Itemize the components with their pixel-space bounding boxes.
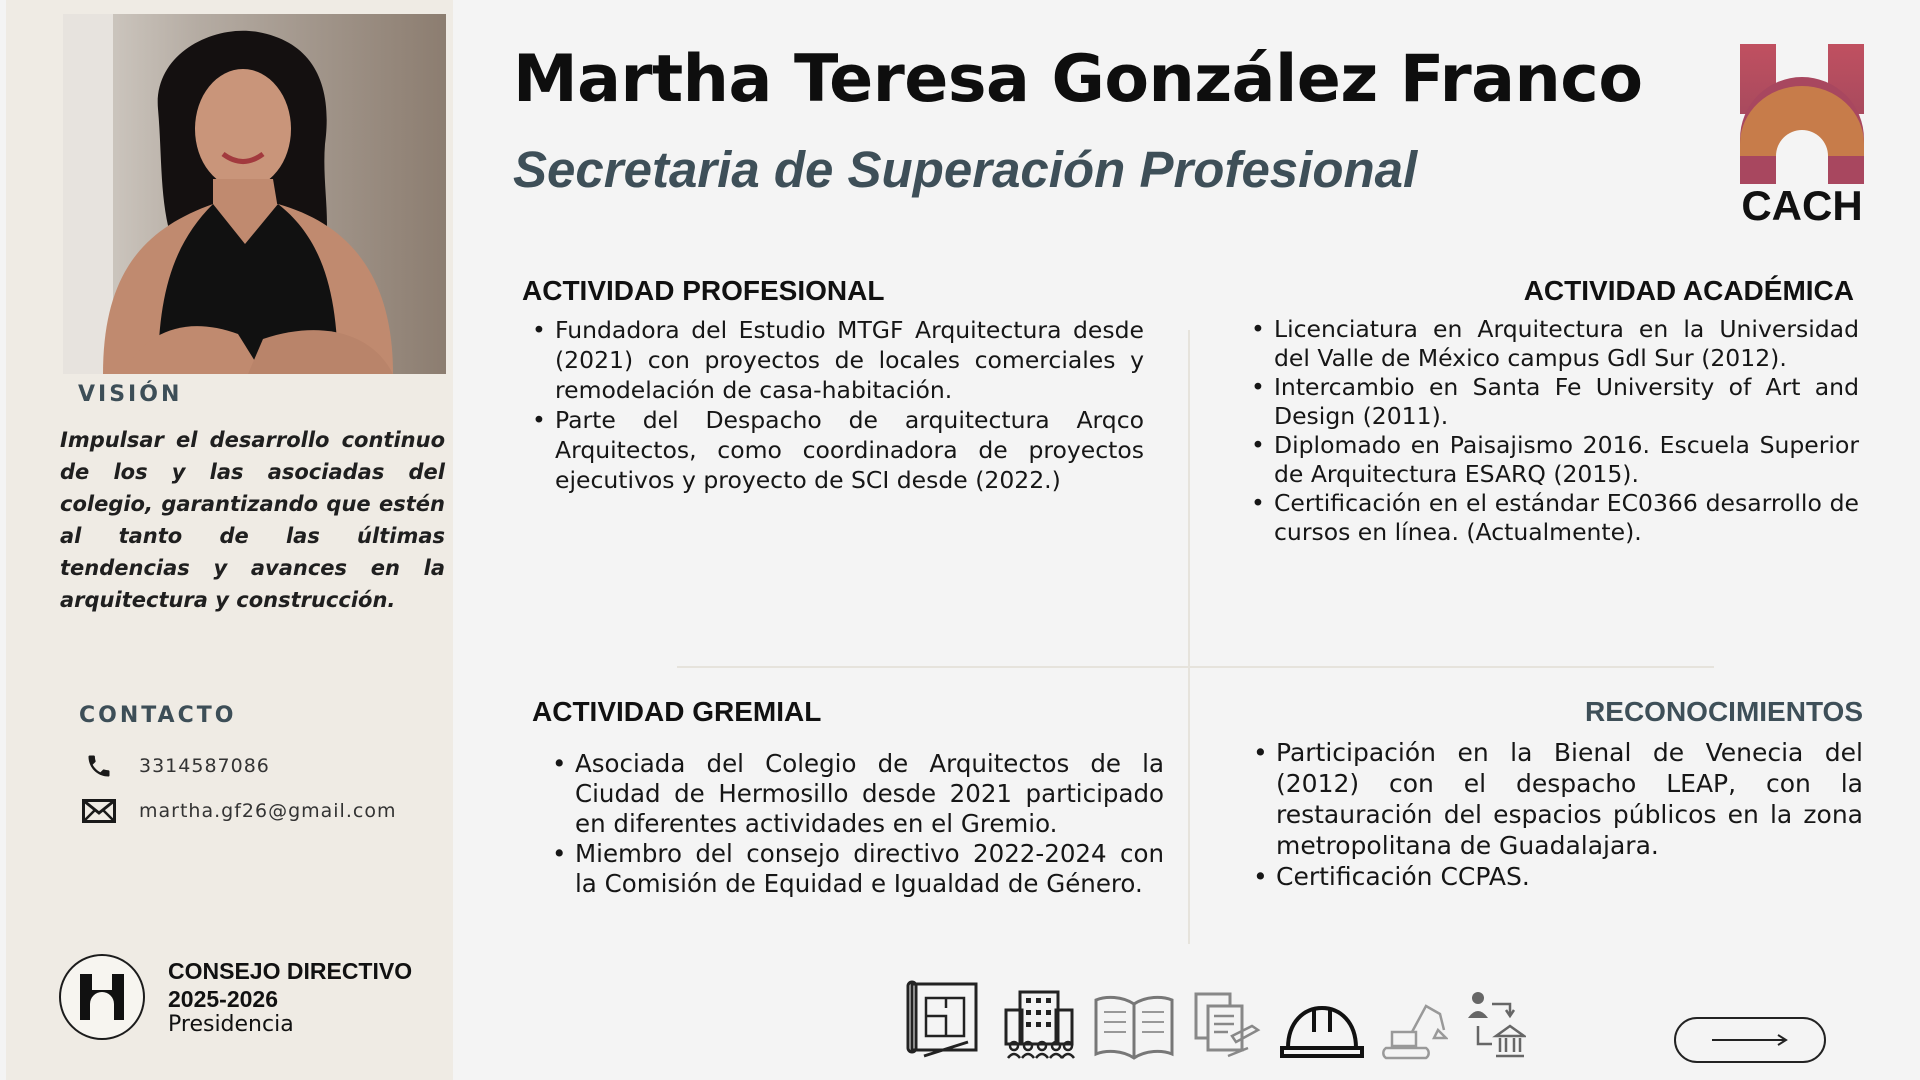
contact-phone: 3314587086	[139, 755, 270, 777]
list-reconocimientos	[1245, 737, 1863, 892]
hard-hat-icon	[1280, 1002, 1364, 1060]
list-item: • Certificación en el estándar EC0366 desarrollo de cursos en línea. (Actualmente).	[1243, 489, 1859, 547]
list-profesional	[524, 315, 1144, 495]
contact-phone-row[interactable]	[81, 752, 270, 780]
cach-logo	[1740, 44, 1864, 224]
horizontal-divider	[677, 666, 1714, 668]
next-button[interactable]	[1674, 1017, 1826, 1063]
arrow-right-icon	[1710, 1033, 1790, 1047]
contact-email: martha.gf26@gmail.com	[139, 800, 397, 822]
person-to-institution-icon	[1466, 990, 1526, 1060]
phone-icon	[81, 752, 117, 780]
profile-photo	[63, 14, 446, 374]
council-block	[59, 954, 412, 1040]
contact-email-row[interactable]	[81, 797, 396, 825]
council-title: CONSEJO DIRECTIVO	[168, 958, 413, 984]
council-term: 2025-2026	[168, 986, 278, 1012]
sidebar	[6, 0, 453, 1080]
list-item: • Asociada del Colegio de Arquitectos de la Ciudad de Hermosillo desde 2021 participado en diferentes actividades en el Gremio.	[544, 749, 1164, 839]
page-title: Martha Teresa González Franco	[513, 42, 1643, 117]
list-item: • Parte del Despacho de arquitectura Arqco Arquitectos, como coordinadora de proyectos ejecutivos y proyecto de SCI desde (2022.)	[524, 405, 1144, 495]
list-item: • Intercambio en Santa Fe University of Art and Design (2011).	[1243, 373, 1859, 431]
excavator-icon	[1382, 996, 1448, 1060]
logo-text: CACH	[1741, 182, 1863, 224]
list-gremial	[544, 749, 1164, 899]
open-book-icon	[1094, 994, 1174, 1060]
vision-text: Impulsar el desarrollo continuo de los y las asociadas del colegio, garantizando que estén al tanto de las últimas tendencias y avances en la arquitectura y construcción.	[60, 428, 445, 612]
documents-icon	[1192, 990, 1262, 1060]
vision-label: VISIÓN	[78, 382, 183, 407]
council-role: Presidencia	[168, 1012, 294, 1037]
list-item: • Participación en la Bienal de Venecia del (2012) con el despacho LEAP, con la restauración del espacios públicos en la zona metropolitana de Guadalajara.	[1245, 737, 1863, 861]
section-title-gremial: ACTIVIDAD GREMIAL	[532, 696, 822, 727]
list-item: • Diplomado en Paisajismo 2016. Escuela Superior de Arquitectura ESARQ (2015).	[1243, 431, 1859, 489]
section-title-reconocimientos: RECONOCIMIENTOS	[1585, 696, 1863, 727]
list-item: • Fundadora del Estudio MTGF Arquitectura desde (2021) con proyectos de locales comerciales y remodelación de casa-habitación.	[524, 315, 1144, 405]
list-item: • Miembro del consejo directivo 2022-2024 con la Comisión de Equidad e Igualdad de Género.	[544, 839, 1164, 899]
list-academica	[1243, 315, 1859, 547]
contact-label: CONTACTO	[79, 703, 237, 728]
section-title-academica: ACTIVIDAD ACADÉMICA	[1523, 275, 1854, 306]
blueprint-icon	[906, 978, 984, 1060]
building-icon	[1002, 988, 1076, 1060]
section-title-profesional: ACTIVIDAD PROFESIONAL	[522, 275, 885, 306]
envelope-icon	[81, 797, 117, 825]
page-subtitle: Secretaria de Superación Profesional	[513, 141, 1418, 198]
vertical-divider	[1188, 330, 1190, 944]
council-logo-icon	[59, 954, 145, 1040]
icon-strip	[906, 978, 1544, 1060]
list-item: • Certificación CCPAS.	[1245, 861, 1863, 892]
list-item: • Licenciatura en Arquitectura en la Universidad del Valle de México campus Gdl Sur (2012).	[1243, 315, 1859, 373]
